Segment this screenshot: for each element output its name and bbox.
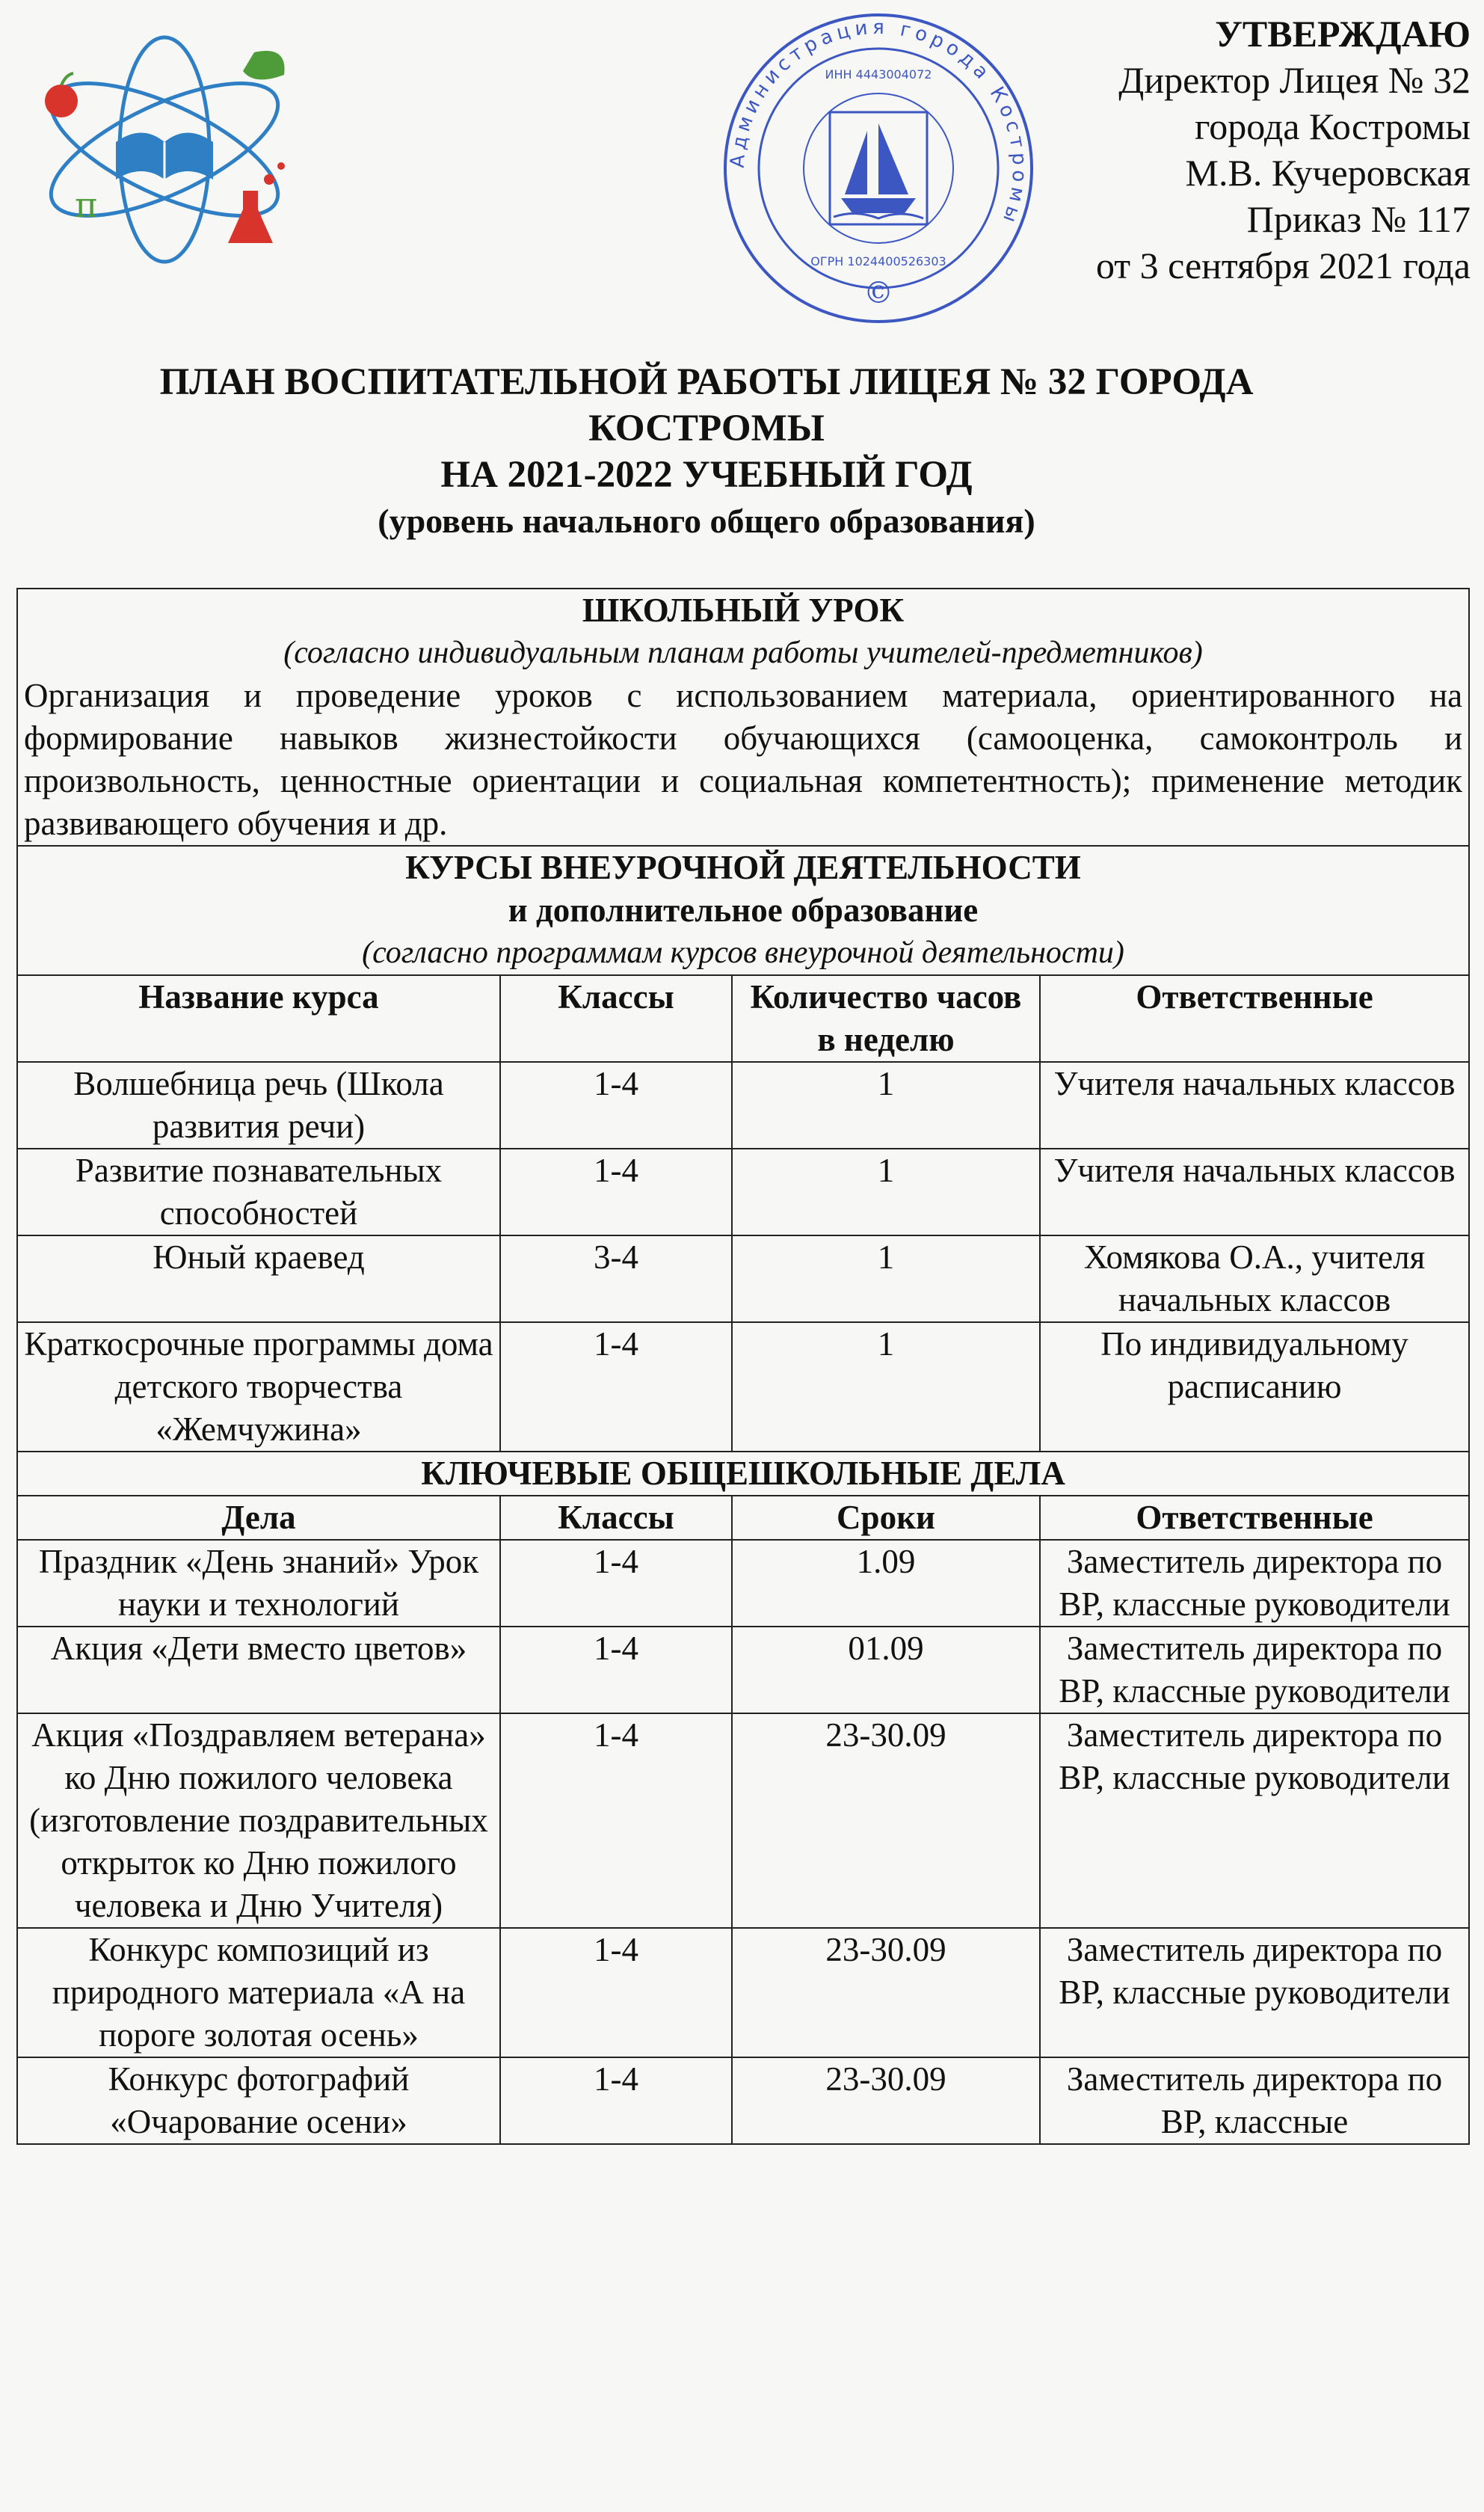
event-responsible: Заместитель директора по ВР, классные руководители (1040, 1627, 1469, 1713)
approval-line: Приказ № 117 (1246, 198, 1471, 240)
column-header: Дела (17, 1496, 500, 1540)
apple-icon (45, 73, 78, 117)
events-section-header (17, 1452, 1469, 1496)
pi-icon: π (75, 185, 98, 225)
event-name: Акция «Дети вместо цветов» (17, 1627, 500, 1713)
plan-table (16, 588, 1470, 2145)
title-subtitle: (уровень начального общего образования) (378, 502, 1035, 540)
course-grades: 1-4 (500, 1062, 732, 1149)
lesson-section (17, 589, 1469, 846)
section-body: Организация и проведение уроков с использованием материала, ориентированного на формирование навыков жизнестойкости обучающихся (самооценка, самоконтроль и произвольность, ценностные ориентации и социальная компетентность); применение методик развивающего обучения и др. (24, 677, 1463, 842)
table-row (17, 1149, 1469, 1235)
course-hours: 1 (732, 1235, 1040, 1322)
event-grades: 1-4 (500, 1713, 732, 1928)
event-name: Конкурс фотографий «Очарование осени» (17, 2057, 500, 2144)
table-row (17, 1235, 1469, 1322)
table-row (17, 1322, 1469, 1452)
approval-line: М.В. Кучеровская (1185, 152, 1471, 194)
table-row (17, 1540, 1469, 1627)
table-row (17, 1713, 1469, 1928)
course-responsible: По индивидуальному расписанию (1040, 1322, 1469, 1452)
events-header-row (17, 1496, 1469, 1540)
course-grades: 1-4 (500, 1322, 732, 1452)
course-hours: 1 (732, 1149, 1040, 1235)
section-title: КУРСЫ ВНЕУРОЧНОЙ ДЕЯТЕЛЬНОСТИ (405, 849, 1081, 886)
section-subtitle: и дополнительное образование (508, 891, 979, 929)
approval-line: Директор Лицея № 32 (1118, 59, 1471, 101)
course-responsible: Учителя начальных классов (1040, 1149, 1469, 1235)
section-note: (согласно программам курсов внеурочной деятельности) (362, 936, 1124, 970)
seal-ogrn: ОГРН 1024400526303 (810, 254, 946, 268)
section-subtitle: (согласно индивидуальным планам работы учителей-предметников) (283, 636, 1203, 670)
event-responsible: Заместитель директора по ВР, классные руководители (1040, 1540, 1469, 1627)
course-hours: 1 (732, 1062, 1040, 1149)
event-dates: 1.09 (732, 1540, 1040, 1627)
event-responsible: Заместитель директора по ВР, классные руководители (1040, 1928, 1469, 2057)
course-grades: 1-4 (500, 1149, 732, 1235)
column-header: Классы (500, 1496, 732, 1540)
seal-mark: © (863, 276, 893, 310)
table-row (17, 1928, 1469, 2057)
event-responsible: Заместитель директора по ВР, классные (1040, 2057, 1469, 2144)
event-dates: 23-30.09 (732, 2057, 1040, 2144)
lyceum-logo (30, 30, 299, 269)
approval-block (902, 10, 1471, 289)
column-header: Название курса (17, 975, 500, 1062)
course-name: Волшебница речь (Школа развития речи) (17, 1062, 500, 1149)
event-dates: 23-30.09 (732, 1928, 1040, 2057)
courses-header-row (17, 975, 1469, 1062)
book-icon (116, 133, 213, 180)
seal-ring-text: Администрация города Костромы (726, 16, 1031, 230)
event-dates: 01.09 (732, 1627, 1040, 1713)
approval-heading: УТВЕРЖДАЮ (1215, 13, 1471, 55)
course-grades: 3-4 (500, 1235, 732, 1322)
title-line: ПЛАН ВОСПИТАТЕЛЬНОЙ РАБОТЫ ЛИЦЕЯ № 32 ГОРОДА (159, 361, 1254, 403)
event-dates: 23-30.09 (732, 1713, 1040, 1928)
leaf-icon (243, 51, 285, 79)
title-line: КОСТРОМЫ (588, 408, 825, 449)
event-name: Конкурс композиций из природного материала «А на пороге золотая осень» (17, 1928, 500, 2057)
event-grades: 1-4 (500, 1928, 732, 2057)
event-name: Акция «Поздравляем ветерана» ко Дню пожилого человека (изготовление поздравительных открыток ко Дню пожилого человека и Дню Учителя) (17, 1713, 500, 1928)
course-hours: 1 (732, 1322, 1040, 1452)
approval-line: от 3 сентября 2021 года (1095, 245, 1471, 286)
course-responsible: Хомякова О.А., учителя начальных классов (1040, 1235, 1469, 1322)
section-title: КЛЮЧЕВЫЕ ОБЩЕШКОЛЬНЫЕ ДЕЛА (421, 1455, 1065, 1492)
courses-section-header (17, 846, 1469, 975)
course-name: Краткосрочные программы дома детского творчества «Жемчужина» (17, 1322, 500, 1452)
column-header: Ответственные (1040, 1496, 1469, 1540)
approval-line: города Костромы (1195, 105, 1471, 147)
event-responsible: Заместитель директора по ВР, классные руководители (1040, 1713, 1469, 1928)
event-grades: 1-4 (500, 1627, 732, 1713)
event-name: Праздник «День знаний» Урок науки и технологий (17, 1540, 500, 1627)
course-responsible: Учителя начальных классов (1040, 1062, 1469, 1149)
event-grades: 1-4 (500, 1540, 732, 1627)
column-header: Количество часов в неделю (732, 975, 1040, 1062)
table-row (17, 1062, 1469, 1149)
seal-inn: ИНН 4443004072 (825, 67, 932, 82)
column-header: Классы (500, 975, 732, 1062)
column-header: Ответственные (1040, 975, 1469, 1062)
course-name: Развитие познавательных способностей (17, 1149, 500, 1235)
column-header: Сроки (732, 1496, 1040, 1540)
course-name: Юный краевед (17, 1235, 500, 1322)
event-grades: 1-4 (500, 2057, 732, 2144)
title-line: НА 2021-2022 УЧЕБНЫЙ ГОД (440, 454, 973, 496)
document-title (45, 359, 1368, 544)
section-title: ШКОЛЬНЫЙ УРОК (582, 592, 905, 629)
table-row (17, 1627, 1469, 1713)
table-row (17, 2057, 1469, 2144)
